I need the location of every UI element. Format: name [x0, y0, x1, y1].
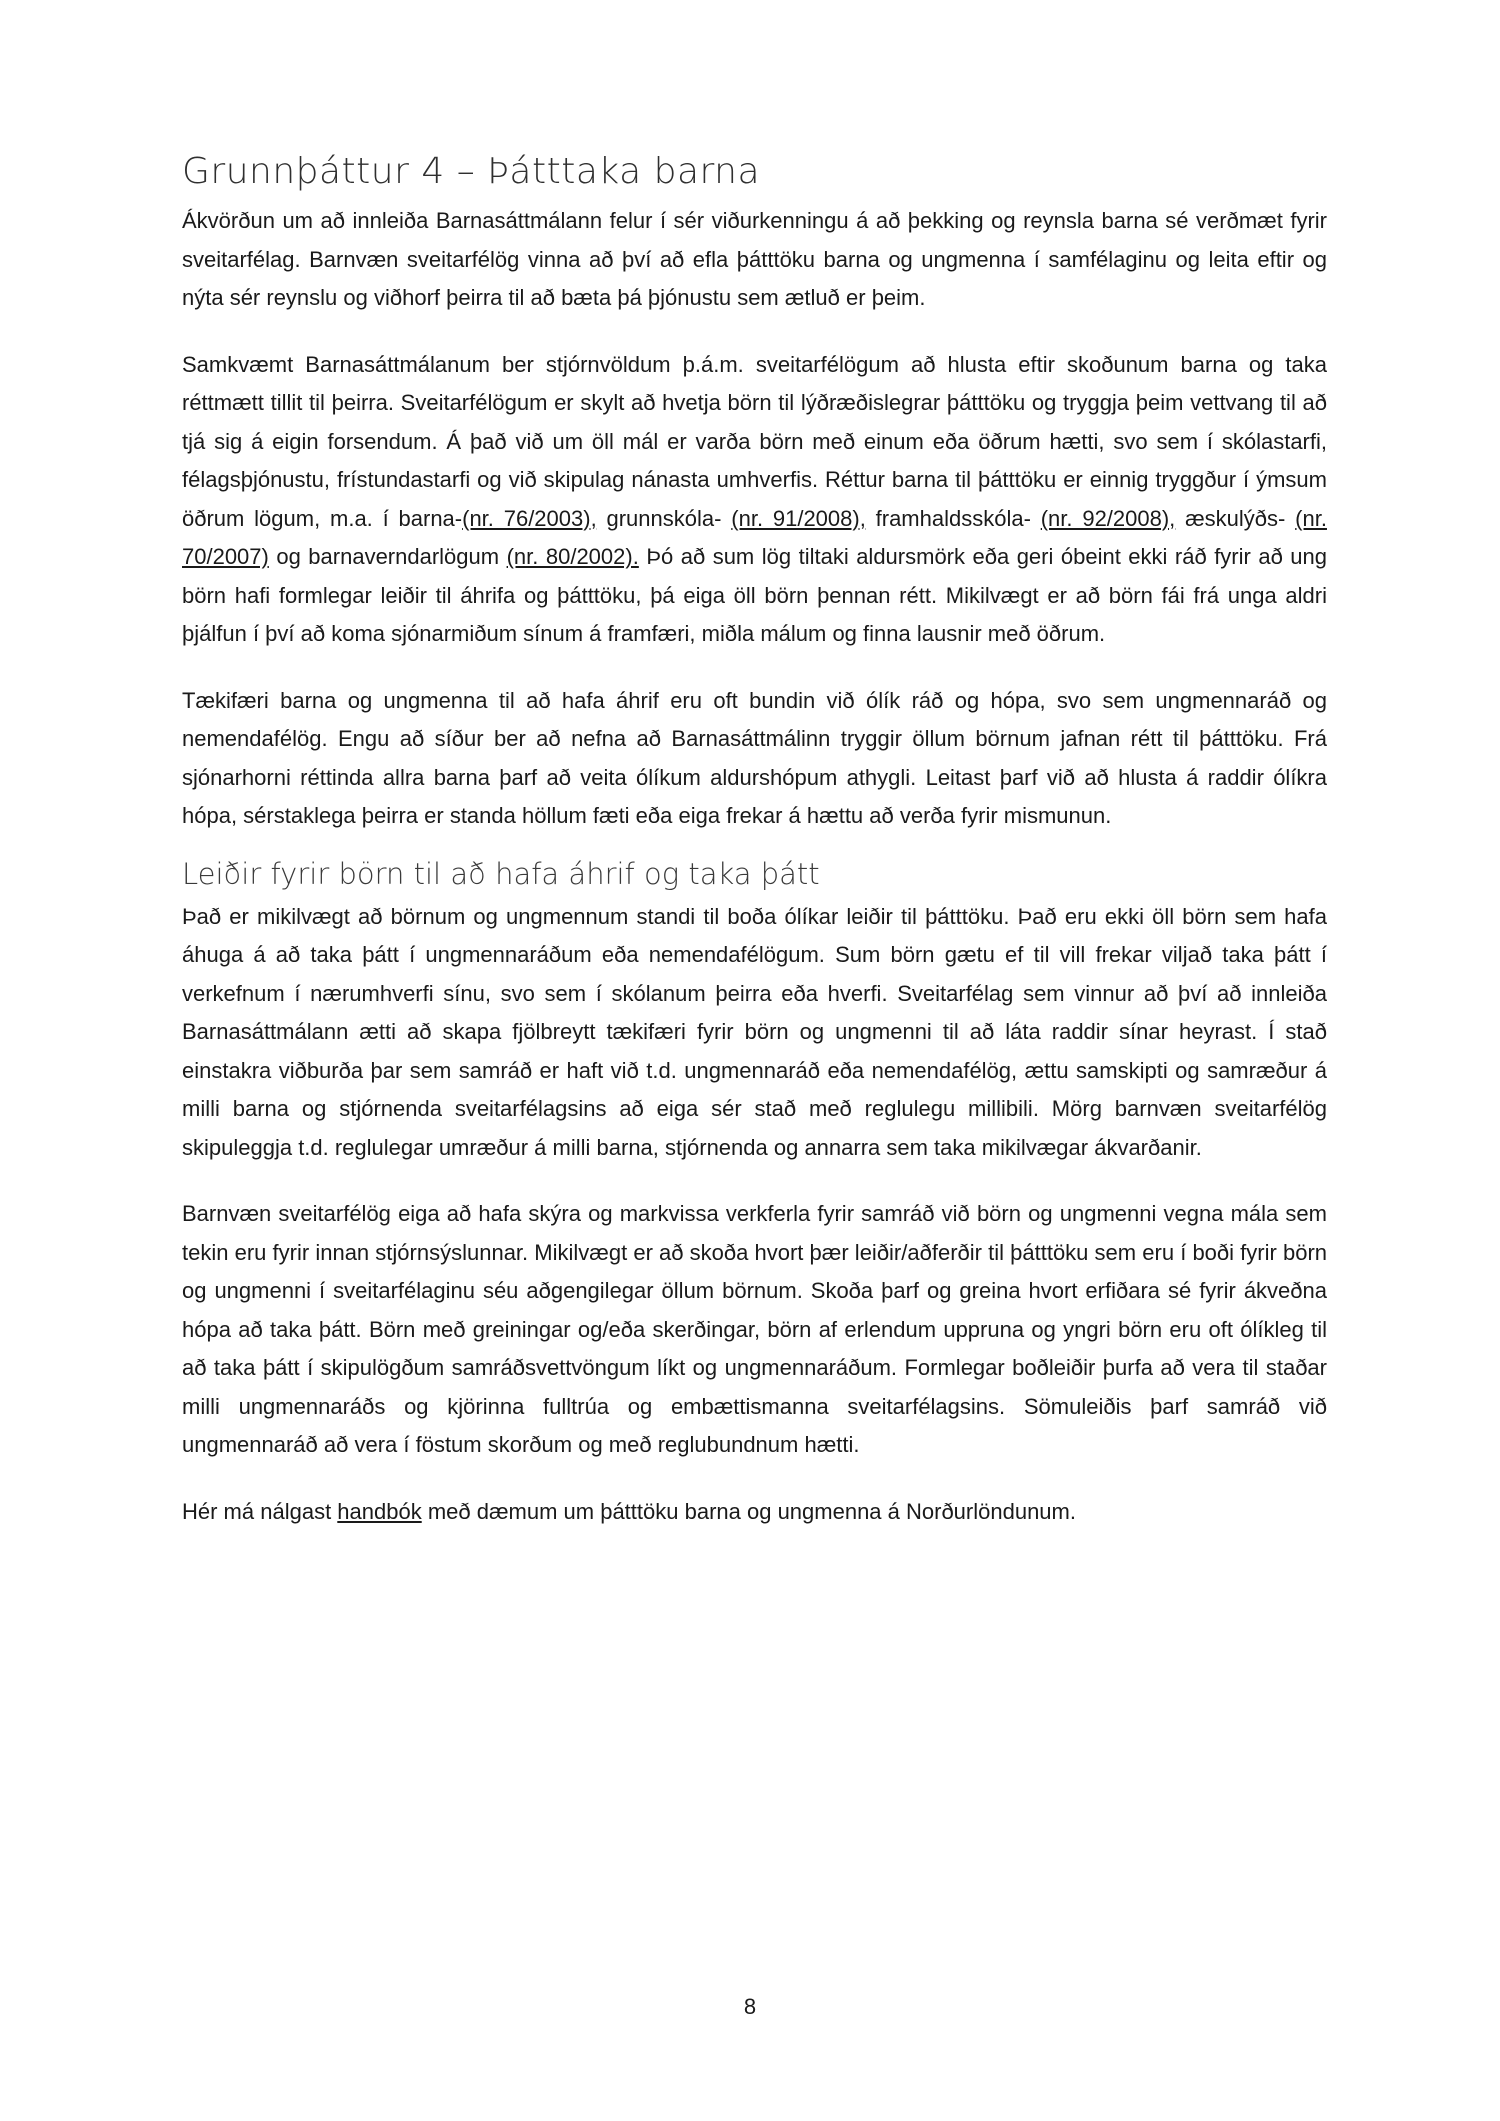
paragraph-ways: Það er mikilvægt að börnum og ungmennum standi til boða ólíkar leiðir til þátttöku. Það eru ekki öll börn sem hafa áhuga á að taka þátt í ungmennaráðum eða nemendafélögum. Sum börn gætu ef til vill frekar viljað taka þátt í verkefnum í nærumhverfi sínu, svo sem í skólanum þeirra eða hverfi. Sveitarfélag sem vinnur að því að innleiða Barnasáttmálann ætti að skapa fjölbreytt tækifæri fyrir börn og ungmenni til að láta raddir sínar heyrast. Í stað einstakra viðburða þar sem samráð er haft við t.d. ungmennaráð eða nemendafélög, ættu samskipti og samræður á milli barna og stjórnenda sveitarfélagsins að eiga sér stað með reglulegu millibili. Mörg barnvæn sveitarfélög skipuleggja t.d. reglulegar umræður á milli barna, stjórnenda og annarra sem taka mikilvægar ákvarðanir. — [182, 903, 1327, 1160]
paragraph-text: með dæmum um þátttöku barna og ungmenna á Norðurlöndunum. — [421, 1498, 1076, 1524]
handbook-link[interactable]: handbók — [337, 1498, 422, 1524]
law-link-76-2003[interactable]: (nr. 76/2003), — [462, 505, 597, 531]
paragraph-text: Þó að sum lög tiltaki aldursmörk eða geri óbeint ekki ráð fyrir að ung börn hafi formlegar leiðir til áhrifa og þátttöku, þá eiga öll börn þennan rétt. Mikilvægt er að börn fái frá unga aldri þjálfun í því að koma sjónarmiðum sínum á framfæri, miðla málum og finna lausnir með öðrum. — [182, 544, 1328, 646]
paragraph-procedures: Barnvæn sveitarfélög eiga að hafa skýra og markvissa verkferla fyrir samráð við börn og ungmenni vegna mála sem tekin eru fyrir innan stjórnsýslunnar. Mikilvægt er að skoða hvort þær leiðir/aðferðir til þátttöku sem eru í boði fyrir börn og ungmenni í sveitarfélaginu séu aðgengilegar öllum börnum. Skoða þarf og greina hvort erfiðara sé fyrir ákveðna hópa að taka þátt. Börn með greiningar og/eða skerðingar, börn af erlendum uppruna og yngri börn eru oft ólíkleg til að taka þátt í skipulögðum samráðsvettvöngum líkt og ungmennaráðum. Formlegar boðleiðir þurfa að vera til staðar milli ungmennaráðs og kjörinna fulltrúa og embættismanna sveitarfélagsins. Sömuleiðis þarf samráð við ungmennaráð að vera í föstum skorðum og með reglubundnum hætti. — [182, 1201, 1327, 1457]
law-link-70-2007[interactable]: (nr. 70/2007) — [182, 505, 1327, 569]
law-link-80-2002[interactable]: (nr. 80/2002). — [506, 544, 639, 569]
section-heading: Grunnþáttur 4 – Þátttaka barna — [182, 151, 761, 192]
law-link-92-2008[interactable]: (nr. 92/2008), — [1040, 505, 1176, 531]
law-link-91-2008[interactable]: (nr. 91/2008), — [731, 505, 866, 531]
paragraph-intro: Ákvörðun um að innleiða Barnasáttmálann felur í sér viðurkenningu á að þekking og reynsla barna sé verðmæt fyrir sveitarfélag. Barnvæn sveitarfélög vinna að því að efla þátttöku barna og ungmenna í samfélaginu og leita eftir og nýta sér reynslu og viðhorf þeirra til að bæta þá þjónustu sem ætluð er þeim. — [182, 208, 1327, 310]
paragraph-opportunities: Tækifæri barna og ungmenna til að hafa áhrif eru oft bundin við ólík ráð og hópa, svo sem ungmennaráð og nemendafélög. Engu að síður ber að nefna að Barnasáttmálinn tryggir öllum börnum jafnan rétt til þátttöku. Frá sjónarhorni réttinda allra barna þarf að veita ólíkum aldurshópum athygli. Leitast þarf við að hlusta á raddir ólíkra hópa, sérstaklega þeirra er standa höllum fæti eða eiga frekar á hættu að verða fyrir mismunun. — [182, 687, 1327, 828]
page-content — [182, 150, 1327, 1559]
paragraph-rights — [182, 346, 1327, 654]
paragraph-text: Hér má nálgast — [182, 1498, 338, 1524]
paragraph-text: grunnskóla- — [596, 505, 732, 531]
paragraph-text: framhaldsskóla- — [865, 505, 1041, 531]
paragraph-text: og barnaverndarlögum — [268, 544, 507, 569]
paragraph-text: æskulýðs- — [1175, 505, 1296, 531]
subsection-heading: Leiðir fyrir börn til að hafa áhrif og taka þátt — [182, 856, 820, 891]
page-number: 8 — [743, 1994, 757, 2019]
paragraph-text: Samkvæmt Barnasáttmálanum ber stjórnvöldum þ.á.m. sveitarfélögum að hlusta eftir skoðunum barna og taka réttmætt tillit til þeirra. Sveitarfélögum er skylt að hvetja börn til lýðræðislegrar þátttöku og tryggja þeim vettvang til að tjá sig á eigin forsendum. Á það við um öll mál er varða börn með einum eða öðrum hætti, svo sem í skólastarfi, félagsþjónustu, frístundastarfi og við skipulag nánasta umhverfis. Réttur barna til þátttöku er einnig tryggður í ýmsum öðrum lögum, m.a. í barna- — [182, 351, 1327, 531]
paragraph-handbook — [182, 1493, 1327, 1532]
